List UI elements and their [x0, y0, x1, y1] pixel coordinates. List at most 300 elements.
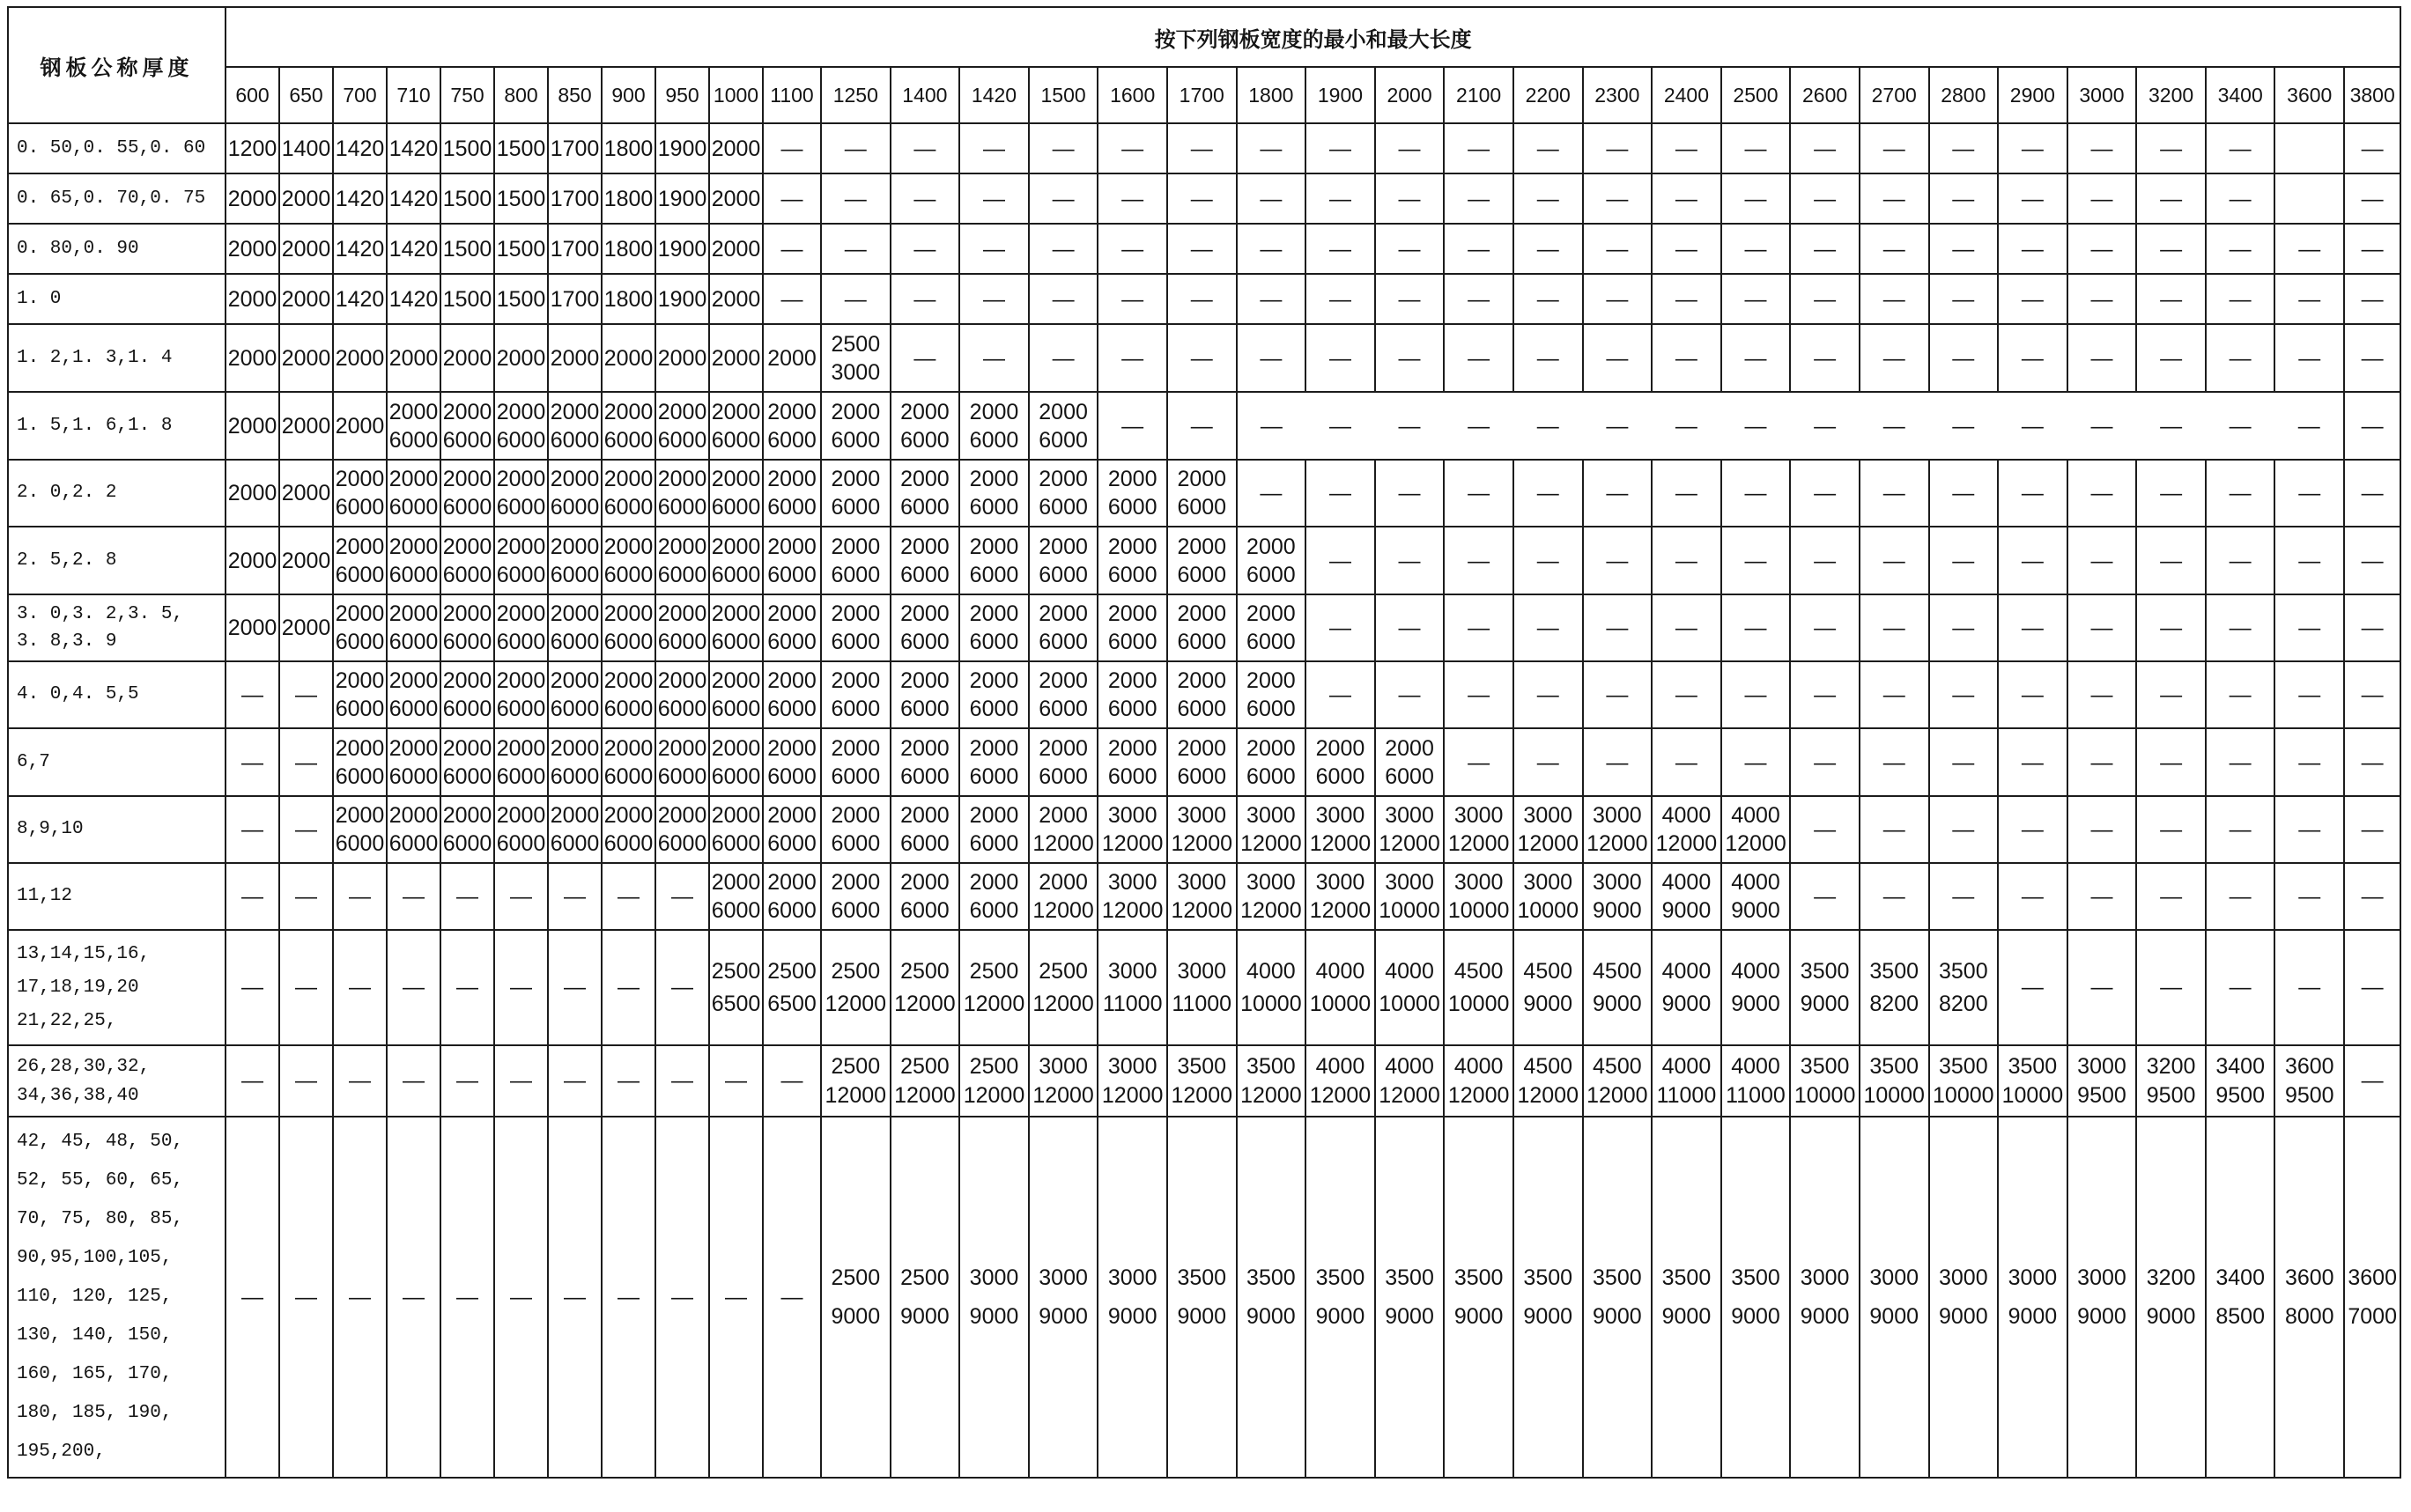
length-cell: — [1237, 392, 1306, 460]
table-row [8, 863, 2400, 930]
length-cell: 2000 6000 [709, 796, 763, 863]
length-cell: 3000 10000 [1375, 863, 1445, 930]
thickness-cell: 0. 65,0. 70,0. 75 [8, 173, 226, 224]
width-header: 850 [548, 67, 602, 123]
length-cell: — [1237, 173, 1306, 224]
length-cell: — [2136, 123, 2206, 173]
length-cell: 2000 6000 [821, 460, 891, 527]
length-cell: — [2136, 324, 2206, 392]
length-cell: — [1444, 728, 1513, 796]
length-cell: 3000 9000 [1583, 863, 1653, 930]
length-cell: — [1513, 224, 1583, 274]
length-cell: — [709, 1117, 763, 1478]
length-cell: — [2136, 173, 2206, 224]
width-header: 2400 [1652, 67, 1721, 123]
length-cell: 2000 6000 [655, 661, 709, 728]
length-cell: — [2274, 224, 2344, 274]
length-cell: 2500 3000 [821, 324, 891, 392]
length-cell: — [1444, 324, 1513, 392]
length-cell: — [279, 661, 333, 728]
length-cell: 2000 6000 [891, 594, 960, 661]
table-row [8, 123, 2400, 173]
length-cell: — [1929, 392, 1999, 460]
table-header [8, 7, 2400, 123]
length-cell: 1500 [494, 224, 548, 274]
length-cell: — [387, 863, 440, 930]
length-cell: 2000 [494, 324, 548, 392]
length-cell: — [655, 1045, 709, 1117]
length-cell: — [1998, 527, 2067, 594]
length-cell: 3000 12000 [1375, 796, 1445, 863]
length-cell: — [2344, 661, 2400, 728]
width-header: 1420 [959, 67, 1029, 123]
length-cell: 4000 11000 [1652, 1045, 1721, 1117]
length-cell: — [1652, 594, 1721, 661]
length-cell: — [1860, 274, 1929, 324]
length-cell: — [2344, 123, 2400, 173]
width-header: 1900 [1305, 67, 1375, 123]
length-cell: 2000 6000 [1029, 527, 1098, 594]
length-cell: — [1790, 728, 1860, 796]
length-cell: 2000 12000 [1029, 796, 1098, 863]
length-cell: — [763, 1117, 821, 1478]
length-cell: — [1652, 123, 1721, 173]
length-cell: 3500 10000 [1860, 1045, 1929, 1117]
length-cell: — [1652, 392, 1721, 460]
length-cell: 2000 6000 [602, 661, 655, 728]
length-cell: 3000 9000 [1860, 1117, 1929, 1478]
length-cell: — [1998, 930, 2067, 1045]
length-cell: 2000 [655, 324, 709, 392]
length-cell: — [279, 1045, 333, 1117]
length-cell: — [2206, 173, 2275, 224]
width-header: 2300 [1583, 67, 1653, 123]
length-cell: 2000 6000 [655, 594, 709, 661]
length-cell: — [1375, 274, 1445, 324]
length-cell: — [1721, 661, 1791, 728]
length-cell: — [494, 863, 548, 930]
length-cell: — [2344, 728, 2400, 796]
length-cell: — [279, 1117, 333, 1478]
length-cell: 2000 6000 [763, 661, 821, 728]
length-cell: 1800 [602, 224, 655, 274]
length-cell: 2000 6000 [763, 796, 821, 863]
length-cell: 1900 [655, 123, 709, 173]
table-row [8, 1117, 2400, 1478]
length-cell: 3000 12000 [1167, 863, 1237, 930]
width-header: 1800 [1237, 67, 1306, 123]
length-cell: 2000 [279, 527, 333, 594]
length-cell: — [2206, 224, 2275, 274]
length-cell: — [1305, 460, 1375, 527]
length-cell: — [1513, 274, 1583, 324]
width-header: 710 [387, 67, 440, 123]
length-cell: — [2206, 728, 2275, 796]
width-header: 2100 [1444, 67, 1513, 123]
length-cell: — [1998, 460, 2067, 527]
length-cell: 2000 6000 [655, 392, 709, 460]
length-cell: — [1721, 274, 1791, 324]
length-cell: — [1444, 527, 1513, 594]
length-cell: 4000 12000 [1305, 1045, 1375, 1117]
length-cell: 2500 12000 [959, 930, 1029, 1045]
length-cell: 2000 6000 [602, 392, 655, 460]
length-cell: 2000 6000 [602, 728, 655, 796]
length-cell: 1420 [387, 123, 440, 173]
width-header: 700 [333, 67, 387, 123]
length-cell: — [1790, 274, 1860, 324]
length-cell: 2000 6000 [821, 728, 891, 796]
length-cell: 2000 6000 [1098, 728, 1167, 796]
length-cell: 2000 6000 [959, 863, 1029, 930]
length-cell: — [1721, 728, 1791, 796]
length-cell: — [2067, 123, 2137, 173]
length-cell: 2000 6000 [494, 460, 548, 527]
length-cell: 3000 9000 [1790, 1117, 1860, 1478]
length-cell: 2000 6000 [709, 661, 763, 728]
length-cell: — [1790, 863, 1860, 930]
length-cell: 2000 [279, 460, 333, 527]
length-cell: 2000 6000 [959, 796, 1029, 863]
header-row-widths [8, 67, 2400, 123]
length-cell: — [1652, 274, 1721, 324]
length-cell: 3000 9500 [2067, 1045, 2137, 1117]
length-cell: — [494, 1117, 548, 1478]
length-cell: — [1305, 527, 1375, 594]
length-cell: — [2206, 930, 2275, 1045]
length-cell: — [1029, 274, 1098, 324]
table-row [8, 274, 2400, 324]
length-cell: 2000 6000 [959, 392, 1029, 460]
length-cell: 4000 11000 [1721, 1045, 1791, 1117]
length-cell: — [2274, 728, 2344, 796]
length-cell: — [548, 1117, 602, 1478]
thickness-cell: 8,9,10 [8, 796, 226, 863]
thickness-column-header: 钢板公称厚度 [8, 7, 226, 123]
length-cell: 2000 6000 [333, 796, 387, 863]
length-cell: 3600 8000 [2274, 1117, 2344, 1478]
length-cell: — [494, 930, 548, 1045]
length-cell: 2000 [548, 324, 602, 392]
length-cell: 2000 6000 [891, 863, 960, 930]
length-cell: 2000 6000 [891, 728, 960, 796]
length-cell: — [1375, 324, 1445, 392]
length-cell: — [1860, 661, 1929, 728]
thickness-cell: 1. 2,1. 3,1. 4 [8, 324, 226, 392]
length-cell: 2000 6000 [821, 594, 891, 661]
length-cell: 2000 [602, 324, 655, 392]
length-cell: 3500 9000 [1583, 1117, 1653, 1478]
length-cell: 3000 9000 [1929, 1117, 1999, 1478]
length-cell: 2000 6000 [959, 661, 1029, 728]
length-cell: 3600 9500 [2274, 1045, 2344, 1117]
length-cell: 2000 6000 [709, 392, 763, 460]
length-cell: — [440, 1045, 494, 1117]
length-cell: 2000 6000 [763, 392, 821, 460]
length-cell: — [1652, 460, 1721, 527]
length-cell: — [1305, 324, 1375, 392]
length-cell: 2000 6000 [709, 527, 763, 594]
length-cell: 2000 6000 [821, 863, 891, 930]
length-cell: 2000 6000 [494, 594, 548, 661]
length-cell: — [1444, 123, 1513, 173]
length-cell: — [1444, 392, 1513, 460]
length-cell: — [1860, 460, 1929, 527]
length-cell: — [2344, 594, 2400, 661]
thickness-cell: 4. 0,4. 5,5 [8, 661, 226, 728]
length-cell: 2000 6000 [548, 796, 602, 863]
thickness-cell: 0. 80,0. 90 [8, 224, 226, 274]
length-cell: — [2274, 274, 2344, 324]
length-cell: 1700 [548, 224, 602, 274]
width-header: 2500 [1721, 67, 1791, 123]
length-cell: — [1790, 796, 1860, 863]
width-header: 750 [440, 67, 494, 123]
length-cell: 2000 [763, 324, 821, 392]
length-cell: — [1375, 224, 1445, 274]
length-cell: 2000 6000 [333, 594, 387, 661]
length-cell: — [1721, 173, 1791, 224]
length-cell: 2000 [333, 324, 387, 392]
length-cell: 2000 6000 [333, 527, 387, 594]
length-cell: 4000 10000 [1305, 930, 1375, 1045]
length-cell: 2000 [709, 274, 763, 324]
length-cell: 2000 6000 [494, 796, 548, 863]
length-cell: 2000 [279, 392, 333, 460]
length-cell: 2000 6000 [494, 661, 548, 728]
length-cell: 3000 9000 [2067, 1117, 2137, 1478]
thickness-cell: 42, 45, 48, 50, 52, 55, 60, 65, 70, 75, 80, 85, 90,95,100,105, 110, 120, 125, 130, 140, 150, 160, 165, 170, 180, 185, 190, 195,200, [8, 1117, 226, 1478]
length-cell: 2000 6000 [709, 460, 763, 527]
length-cell: 2000 6000 [709, 728, 763, 796]
length-cell: 2000 6000 [548, 728, 602, 796]
length-cell: — [763, 274, 821, 324]
length-cell: — [763, 1045, 821, 1117]
length-cell: — [602, 1117, 655, 1478]
length-cell: — [1790, 123, 1860, 173]
length-cell: 2000 6000 [1029, 594, 1098, 661]
length-cell: 2000 6000 [494, 728, 548, 796]
width-header: 950 [655, 67, 709, 123]
length-cell: — [387, 930, 440, 1045]
length-cell: — [2136, 796, 2206, 863]
length-cell: — [1029, 324, 1098, 392]
width-header: 1500 [1029, 67, 1098, 123]
length-cell: 2000 6000 [1237, 728, 1306, 796]
length-cell: 2000 6000 [440, 527, 494, 594]
length-cell: — [2206, 661, 2275, 728]
length-cell: 1420 [333, 173, 387, 224]
length-cell: — [1583, 661, 1653, 728]
width-header: 3400 [2206, 67, 2275, 123]
width-header: 1400 [891, 67, 960, 123]
length-cell: 1800 [602, 173, 655, 224]
length-cell: — [1237, 123, 1306, 173]
length-cell: 2000 6000 [763, 527, 821, 594]
length-cell: — [891, 224, 960, 274]
length-cell: — [2067, 324, 2137, 392]
length-cell: 2000 [279, 173, 333, 224]
length-cell: 2000 6000 [387, 527, 440, 594]
length-cell: — [2067, 392, 2137, 460]
length-cell: 1500 [440, 224, 494, 274]
length-cell: — [1375, 527, 1445, 594]
length-cell: — [1098, 392, 1167, 460]
length-cell [2274, 123, 2344, 173]
length-cell: 2000 6000 [494, 527, 548, 594]
thickness-cell: 6,7 [8, 728, 226, 796]
length-cell: — [2344, 527, 2400, 594]
length-cell: — [1998, 324, 2067, 392]
length-cell: — [440, 1117, 494, 1478]
length-cell: 2500 6500 [763, 930, 821, 1045]
length-cell: 1700 [548, 173, 602, 224]
length-cell: 3000 12000 [1098, 796, 1167, 863]
length-cell: — [1652, 224, 1721, 274]
length-cell: — [279, 930, 333, 1045]
length-cell: 2000 6000 [1098, 594, 1167, 661]
length-cell: — [2067, 224, 2137, 274]
length-cell: 2000 [226, 594, 279, 661]
length-cell: — [2344, 392, 2400, 460]
length-cell: — [1167, 324, 1237, 392]
length-cell: — [2344, 796, 2400, 863]
length-cell: 2000 6000 [763, 460, 821, 527]
width-header: 1600 [1098, 67, 1167, 123]
length-cell: 2000 6000 [763, 728, 821, 796]
length-cell: — [2206, 527, 2275, 594]
table-body [8, 123, 2400, 1478]
length-cell: 2000 6000 [959, 728, 1029, 796]
length-cell: — [821, 123, 891, 173]
length-cell: 1800 [602, 274, 655, 324]
length-cell: 2000 6000 [709, 594, 763, 661]
length-cell: — [959, 274, 1029, 324]
length-cell: 2000 6000 [440, 796, 494, 863]
length-cell: — [891, 173, 960, 224]
length-cell: — [959, 123, 1029, 173]
length-cell: 2000 6000 [387, 392, 440, 460]
length-cell: 3000 12000 [1167, 796, 1237, 863]
length-cell: — [1652, 527, 1721, 594]
length-cell: — [1444, 594, 1513, 661]
length-cell: 1420 [333, 123, 387, 173]
length-cell: — [1721, 224, 1791, 274]
length-cell: — [2274, 324, 2344, 392]
length-cell: 2000 6000 [891, 460, 960, 527]
thickness-cell: 1. 5,1. 6,1. 8 [8, 392, 226, 460]
length-cell: 2000 6000 [387, 796, 440, 863]
length-cell: 2000 [709, 324, 763, 392]
length-cell: — [1029, 224, 1098, 274]
length-cell: 1420 [387, 173, 440, 224]
length-cell: 4500 9000 [1513, 930, 1583, 1045]
length-cell: — [387, 1045, 440, 1117]
length-cell: 1420 [387, 224, 440, 274]
length-cell: — [2344, 1045, 2400, 1117]
length-cell: — [1790, 661, 1860, 728]
length-cell: — [1790, 594, 1860, 661]
length-cell: 2000 6000 [959, 527, 1029, 594]
length-cell: 3000 9000 [1998, 1117, 2067, 1478]
table-row [8, 392, 2400, 460]
length-cell: — [548, 863, 602, 930]
length-cell: — [2136, 274, 2206, 324]
length-cell: — [440, 930, 494, 1045]
length-cell: — [1375, 661, 1445, 728]
length-cell: 3500 9000 [1237, 1117, 1306, 1478]
length-cell: — [1375, 594, 1445, 661]
width-header: 1700 [1167, 67, 1237, 123]
table-row [8, 173, 2400, 224]
length-cell: 3500 12000 [1167, 1045, 1237, 1117]
length-cell: — [2274, 661, 2344, 728]
length-cell: — [821, 274, 891, 324]
length-cell: — [226, 796, 279, 863]
length-cell: — [1444, 661, 1513, 728]
length-cell: — [1929, 594, 1999, 661]
length-cell: — [226, 863, 279, 930]
width-header: 600 [226, 67, 279, 123]
length-cell: 2000 6000 [602, 527, 655, 594]
length-cell: 3500 9000 [1790, 930, 1860, 1045]
length-cell: 2000 6000 [821, 796, 891, 863]
length-cell: 4000 12000 [1721, 796, 1791, 863]
length-cell: 2000 6000 [1237, 527, 1306, 594]
length-cell: 2000 6000 [548, 392, 602, 460]
length-cell: — [226, 661, 279, 728]
length-cell: — [1790, 392, 1860, 460]
length-cell: 2000 [387, 324, 440, 392]
length-cell: — [1305, 392, 1375, 460]
length-cell: 1500 [440, 123, 494, 173]
length-cell: — [1860, 594, 1929, 661]
length-cell: 1700 [548, 123, 602, 173]
length-cell: 2500 12000 [891, 1045, 960, 1117]
length-cell: — [2136, 728, 2206, 796]
length-cell: 2000 6000 [333, 728, 387, 796]
length-cell: 2000 [226, 173, 279, 224]
length-cell: 2000 6000 [1029, 392, 1098, 460]
length-cell: — [2067, 863, 2137, 930]
length-cell: 2000 6000 [1237, 661, 1306, 728]
width-header: 650 [279, 67, 333, 123]
length-cell: — [2136, 392, 2206, 460]
length-cell: — [1929, 224, 1999, 274]
length-cell: — [440, 863, 494, 930]
length-cell: — [655, 863, 709, 930]
thickness-cell: 0. 50,0. 55,0. 60 [8, 123, 226, 173]
length-cell: 1900 [655, 274, 709, 324]
table-row [8, 527, 2400, 594]
length-cell: 3000 12000 [1029, 1045, 1098, 1117]
length-cell: — [1098, 324, 1167, 392]
length-cell: 2000 6000 [1098, 661, 1167, 728]
length-cell: — [1513, 173, 1583, 224]
length-cell: — [2067, 460, 2137, 527]
length-cell: 2000 6000 [709, 863, 763, 930]
length-cell: — [279, 796, 333, 863]
length-cell: 1500 [494, 274, 548, 324]
table-row [8, 796, 2400, 863]
length-cell: — [1375, 173, 1445, 224]
width-header: 2600 [1790, 67, 1860, 123]
length-cell: 2000 6000 [1167, 527, 1237, 594]
length-cell: 3000 11000 [1098, 930, 1167, 1045]
length-cell: 3000 9000 [1029, 1117, 1098, 1478]
length-cell: — [2067, 594, 2137, 661]
length-cell: — [1929, 863, 1999, 930]
